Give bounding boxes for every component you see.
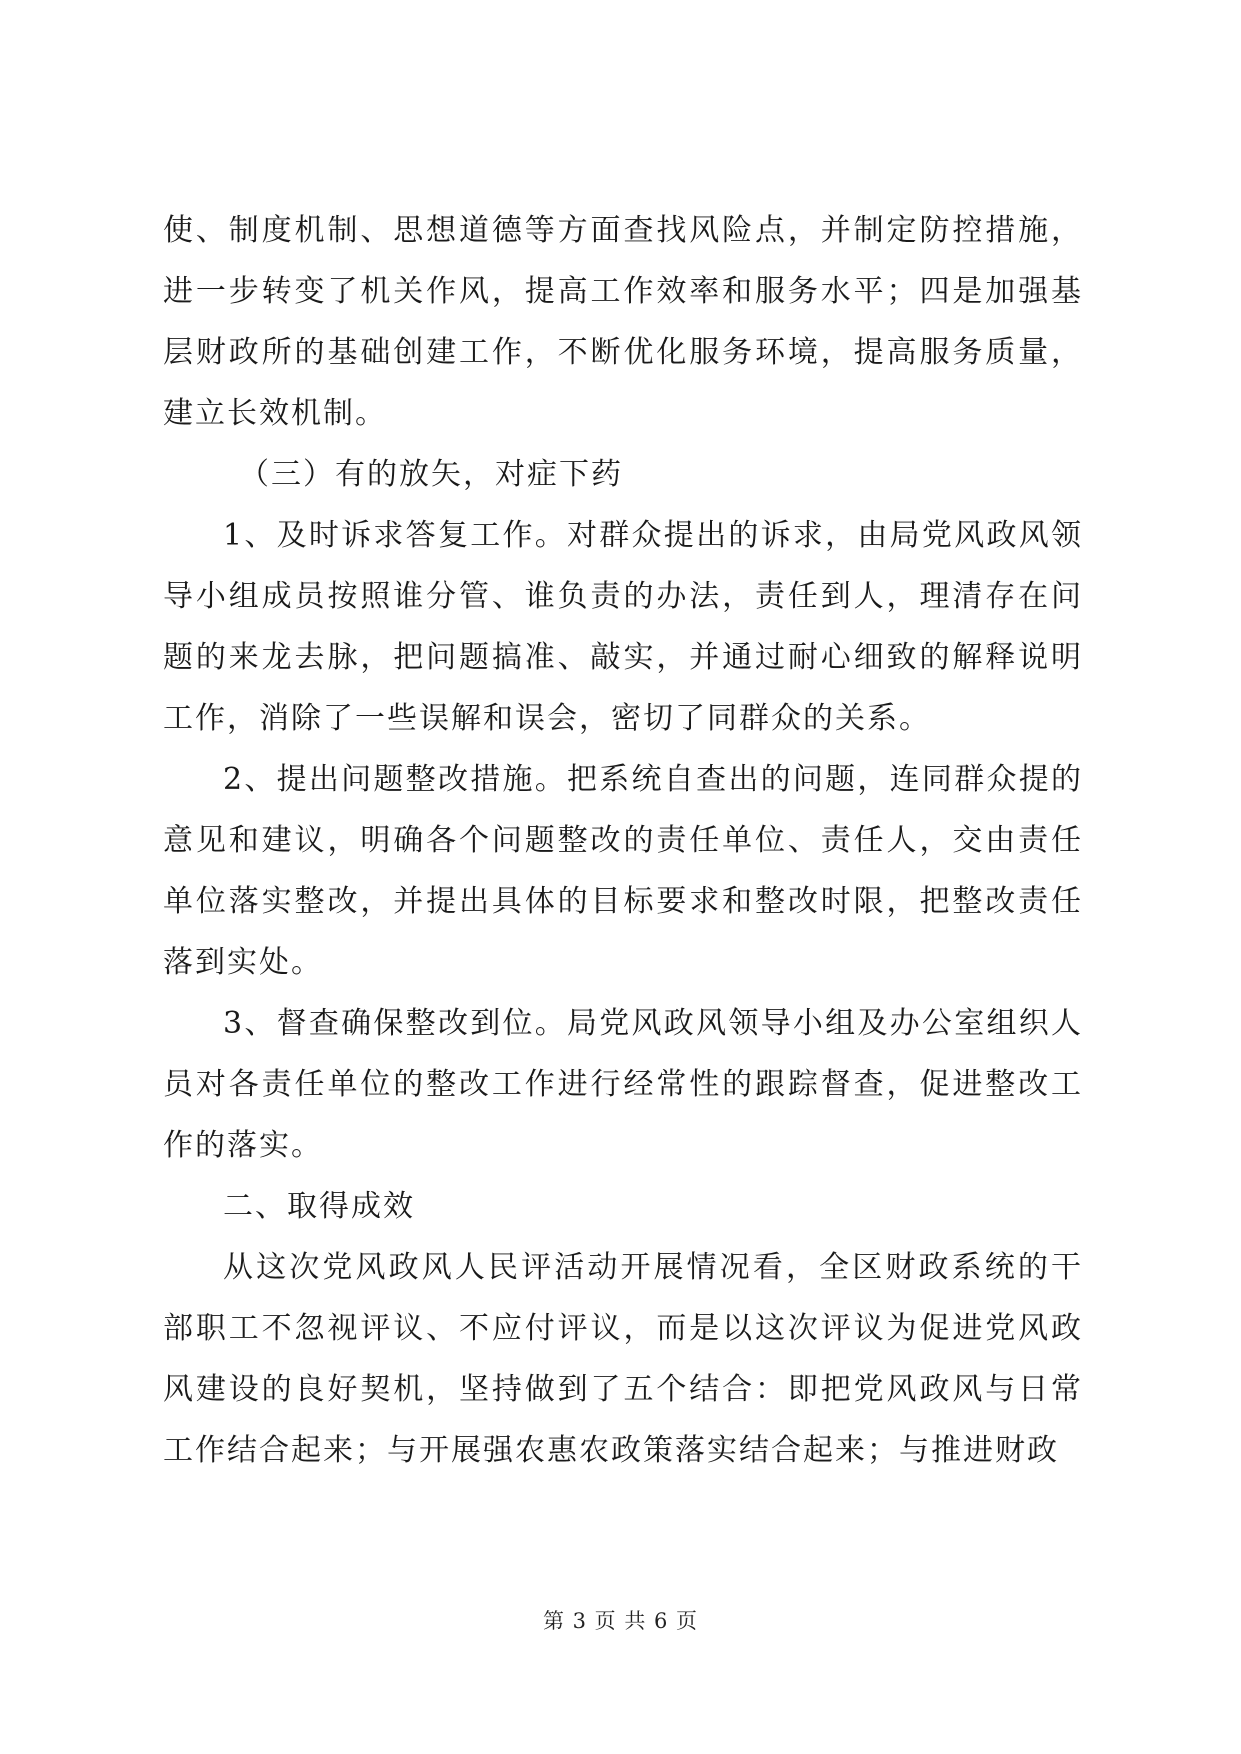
paragraph-continuation: 使、制度机制、思想道德等方面查找风险点，并制定防控措施，进一步转变了机关作风，提高工作效率和服务水平；四是加强基层财政所的基础创建工作，不断优化服务环境，提高服务质量，建立长效机制。	[163, 213, 1083, 431]
paragraph-item-2: 2、提出问题整改措施。把系统自查出的问题，连同群众提的意见和建议，明确各个问题整改的责任单位、责任人，交由责任单位落实整改，并提出具体的目标要求和整改时限，把整改责任落到实处。	[163, 762, 1083, 980]
page-number-footer: 第 3 页 共 6 页	[542, 1609, 699, 1633]
paragraph-item-3: 3、督查确保整改到位。局党风政风领导小组及办公室组织人员对各责任单位的整改工作进行经常性的跟踪督查，促进整改工作的落实。	[163, 1006, 1083, 1163]
section-heading-results: 二、取得成效	[223, 1189, 415, 1224]
paragraph-item-1: 1、及时诉求答复工作。对群众提出的诉求，由局党风政风领导小组成员按照谁分管、谁负责的办法，责任到人，理清存在问题的来龙去脉，把问题搞准、敲实，并通过耐心细致的解释说明工作，消除了一些误解和误会，密切了同群众的关系。	[163, 518, 1083, 736]
document-body	[163, 200, 1083, 1481]
section-heading-3: （三）有的放矢，对症下药	[239, 457, 623, 492]
paragraph-results: 从这次党风政风人民评活动开展情况看，全区财政系统的干部职工不忽视评议、不应付评议，而是以这次评议为促进党风政风建设的良好契机，坚持做到了五个结合：即把党风政风与日常工作结合起来；与开展强农惠农政策落实结合起来；与推进财政	[163, 1250, 1083, 1468]
